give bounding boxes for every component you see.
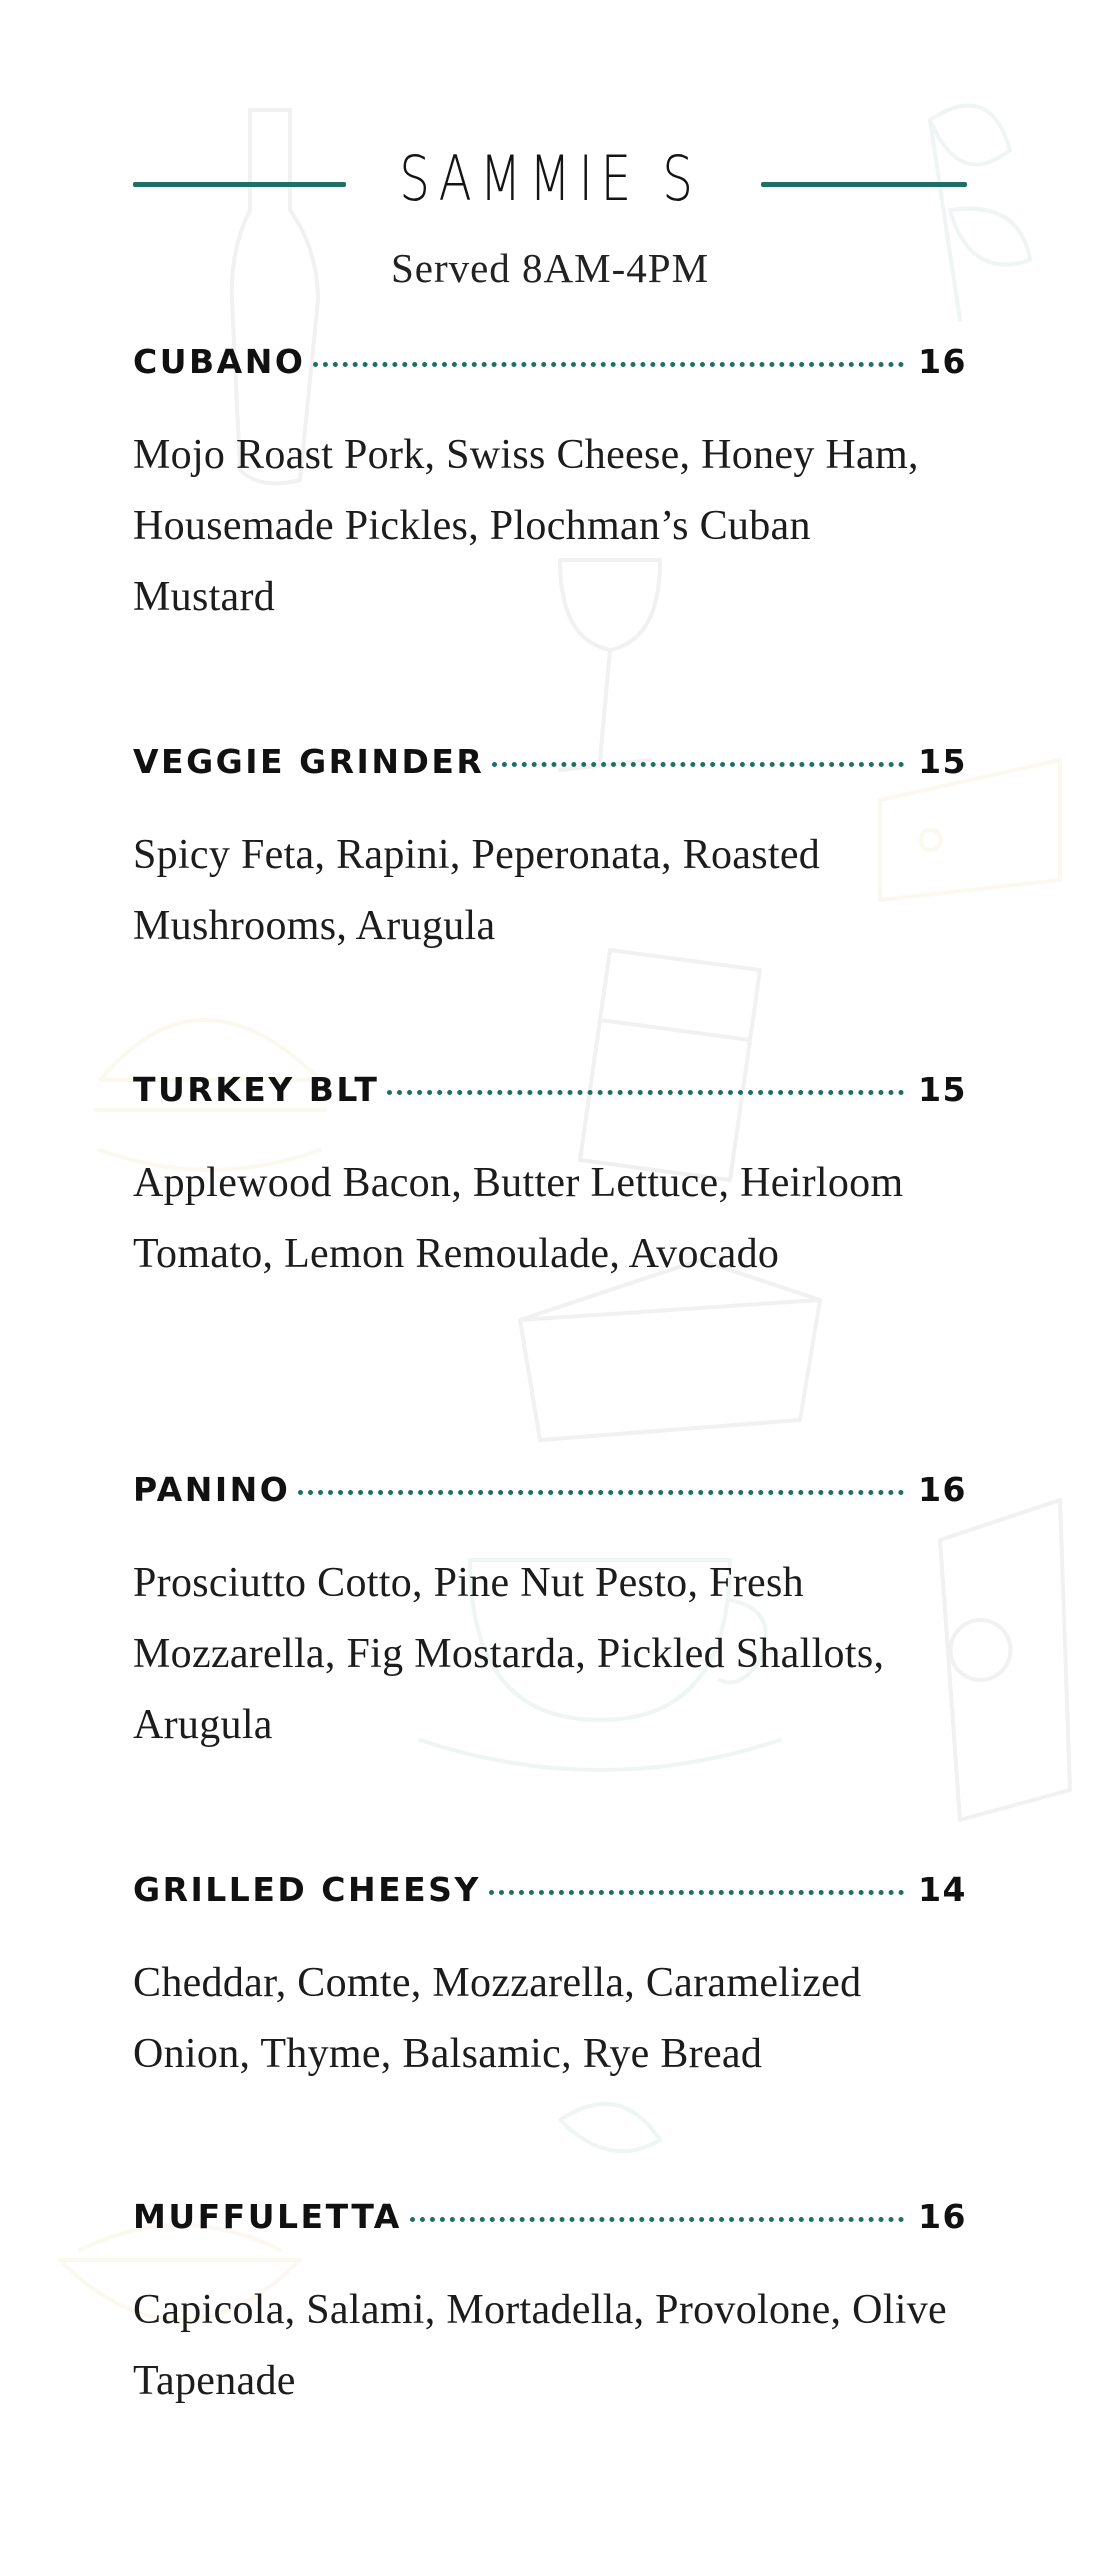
menu-title: SAMMIE S [399, 142, 701, 215]
dotted-leader [410, 2217, 904, 2222]
menu-item-name: GRILLED CHEESY [133, 1870, 481, 1909]
dotted-leader [492, 762, 904, 767]
menu-item-description: Mojo Roast Pork, Swiss Cheese, Honey Ham, Housemade Pickles, Plochman’s Cuban Mustard [133, 432, 919, 620]
menu-item-name: PANINO [133, 1470, 291, 1509]
dotted-leader [298, 1490, 904, 1495]
menu-item-header [133, 1870, 967, 1920]
menu-item-description: Capicola, Salami, Mortadella, Provolone, Olive Tapenade [133, 2287, 947, 2404]
menu-item-veggie-grinder [133, 742, 967, 962]
menu-item-header [133, 2197, 967, 2247]
dotted-leader [387, 1090, 904, 1095]
menu-item-panino [133, 1470, 967, 1761]
menu-item-muffuletta [133, 2197, 967, 2417]
menu-item-price: 15 [918, 742, 967, 781]
menu-item-price: 16 [918, 1470, 967, 1509]
menu-item-price: 16 [918, 342, 967, 381]
menu-item-header [133, 742, 967, 792]
dotted-leader [313, 362, 904, 367]
menu-item-cubano [133, 342, 967, 633]
menu-item-name: VEGGIE GRINDER [133, 742, 485, 781]
menu-item-price: 14 [918, 1870, 967, 1909]
menu-header [133, 140, 967, 230]
menu-subtitle: Served 8AM-4PM [390, 245, 710, 291]
menu-item-name: TURKEY BLT [133, 1070, 380, 1109]
menu-item-price: 16 [918, 2197, 967, 2236]
dotted-leader [489, 1890, 904, 1895]
header-rule-right [761, 182, 967, 187]
menu-item-name: MUFFULETTA [133, 2197, 402, 2236]
menu-item-grilled-cheesy [133, 1870, 967, 2090]
menu-item-description: Spicy Feta, Rapini, Peperonata, Roasted Mushrooms, Arugula [133, 832, 821, 949]
menu-item-description: Cheddar, Comte, Mozzarella, Caramelized Onion, Thyme, Balsamic, Rye Bread [133, 1960, 862, 2077]
menu-item-description: Applewood Bacon, Butter Lettuce, Heirloom Tomato, Lemon Remoulade, Avocado [133, 1160, 904, 1277]
menu-item-header [133, 1470, 967, 1520]
menu-item-header [133, 342, 967, 392]
menu-item-header [133, 1070, 967, 1120]
menu-item-description: Prosciutto Cotto, Pine Nut Pesto, Fresh Mozzarella, Fig Mostarda, Pickled Shallots, Arugula [133, 1560, 885, 1748]
menu-item-name: CUBANO [133, 342, 306, 381]
menu-item-price: 15 [918, 1070, 967, 1109]
menu-item-turkey-blt [133, 1070, 967, 1290]
